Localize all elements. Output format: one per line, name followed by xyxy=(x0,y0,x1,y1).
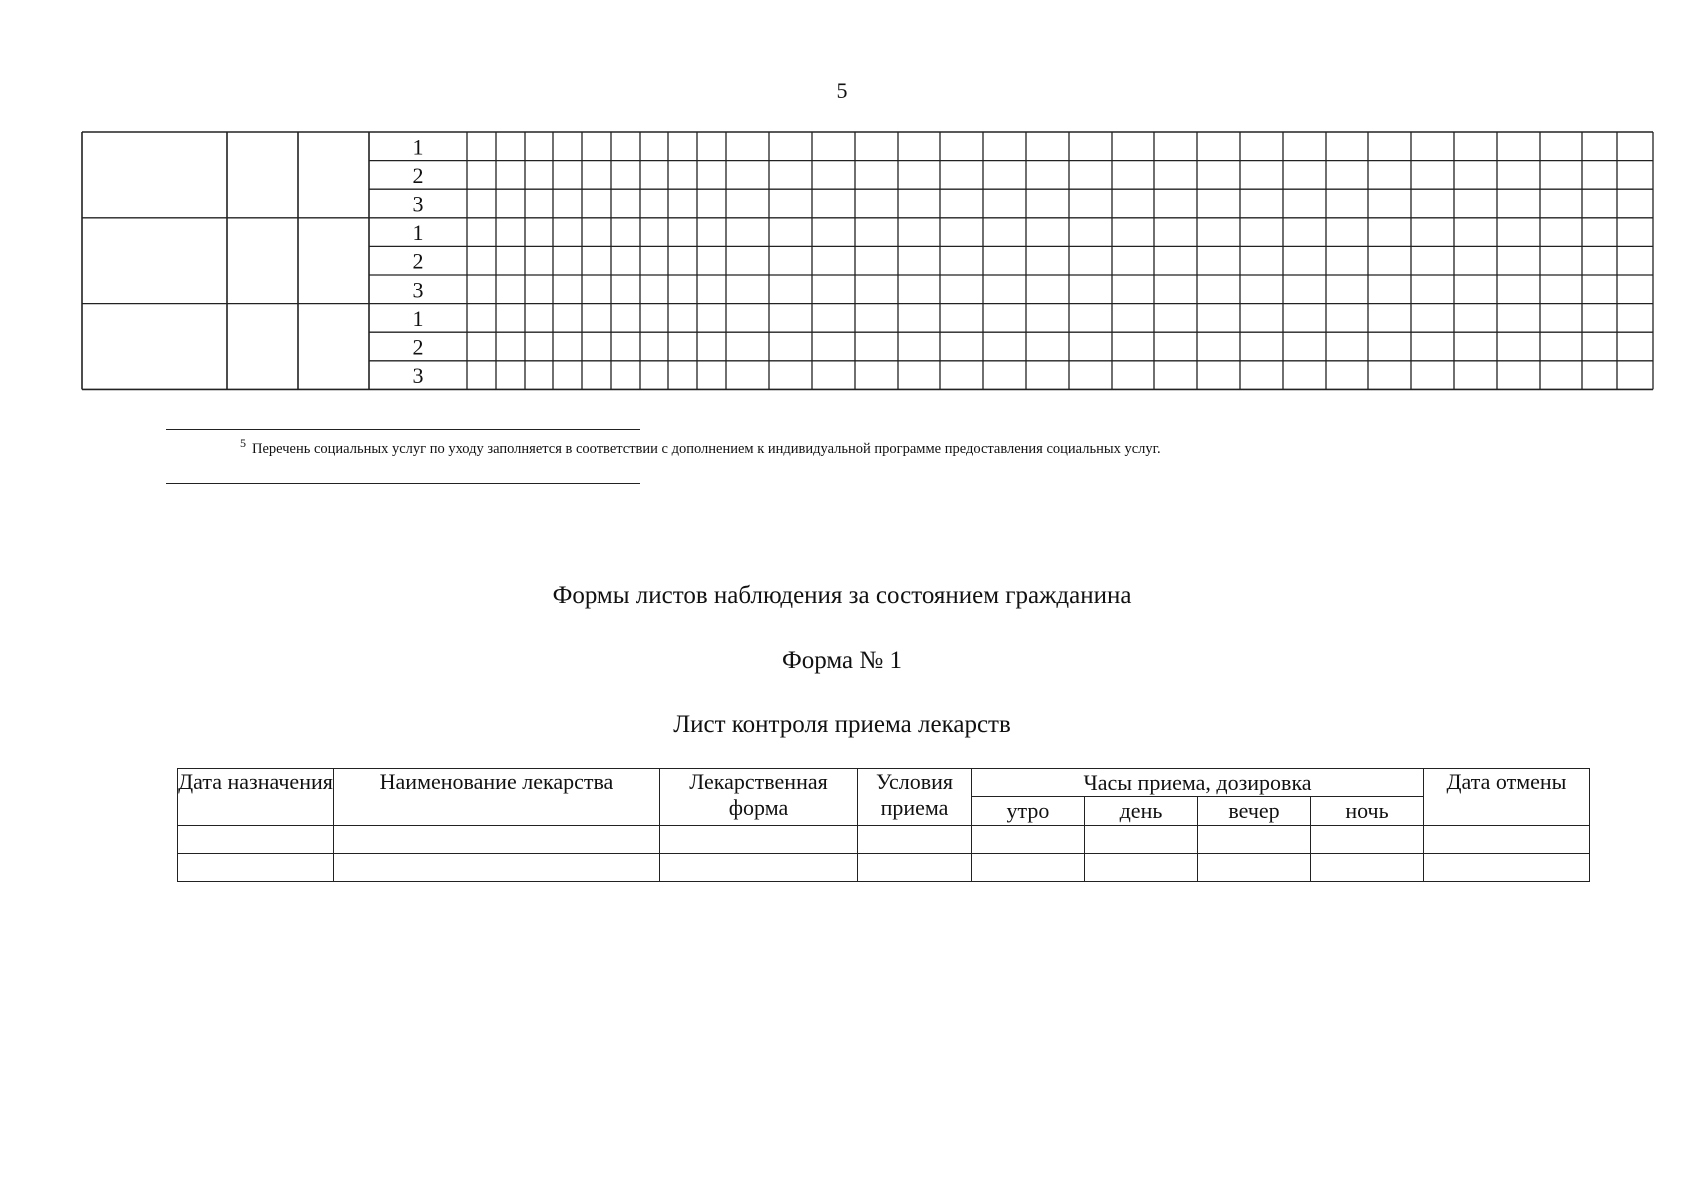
cell xyxy=(972,826,1085,854)
row-number: 2 xyxy=(412,334,424,360)
row-number: 1 xyxy=(412,220,424,246)
cell xyxy=(178,826,334,854)
cell xyxy=(858,826,972,854)
cell xyxy=(1198,826,1311,854)
header-drug-form: Лекарственная форма xyxy=(660,769,858,826)
header-night: ночь xyxy=(1311,797,1424,826)
cell xyxy=(858,854,972,882)
cell xyxy=(972,854,1085,882)
row-number: 2 xyxy=(412,248,424,274)
form-title: Лист контроля приема лекарств xyxy=(673,711,1011,738)
medication-control-table xyxy=(177,768,1590,882)
care-services-grid xyxy=(0,0,1684,400)
cell xyxy=(1085,826,1198,854)
cell xyxy=(1311,826,1424,854)
cell xyxy=(334,826,660,854)
cell xyxy=(334,854,660,882)
header-morning: утро xyxy=(972,797,1085,826)
header-evening: вечер xyxy=(1198,797,1311,826)
footnote xyxy=(240,436,1540,458)
row-number: 2 xyxy=(412,162,424,188)
row-number: 3 xyxy=(412,363,424,389)
footnote-text: Перечень социальных услуг по уходу заполняется в соответствии с дополнением к индивидуальной программе предоставления социальных услуг. xyxy=(252,441,1161,457)
row-number: 3 xyxy=(412,191,424,217)
row-number: 1 xyxy=(412,134,424,160)
cell xyxy=(1085,854,1198,882)
page-number: 5 xyxy=(836,78,848,103)
footnote-separator-top xyxy=(166,429,640,430)
header-date-assigned: Дата назначения xyxy=(178,769,334,826)
header-day: день xyxy=(1085,797,1198,826)
form-number: Форма № 1 xyxy=(782,647,902,674)
cell xyxy=(1311,854,1424,882)
header-cancel-date: Дата отмены xyxy=(1424,769,1590,826)
footnote-marker: 5 xyxy=(240,436,246,450)
table-row xyxy=(178,854,1590,882)
cell xyxy=(1424,854,1590,882)
cell xyxy=(178,854,334,882)
table-row xyxy=(178,826,1590,854)
row-number: 1 xyxy=(412,305,424,331)
cell xyxy=(660,854,858,882)
header-drug-name: Наименование лекарства xyxy=(334,769,660,826)
footnote-separator-bottom xyxy=(166,483,640,484)
cell xyxy=(1424,826,1590,854)
row-number: 3 xyxy=(412,277,424,303)
cell xyxy=(660,826,858,854)
cell xyxy=(1198,854,1311,882)
header-conditions: Условия приема xyxy=(858,769,972,826)
header-hours-dosage: Часы приема, дозировка xyxy=(972,769,1424,797)
section-title: Формы листов наблюдения за состоянием гражданина xyxy=(552,582,1132,609)
